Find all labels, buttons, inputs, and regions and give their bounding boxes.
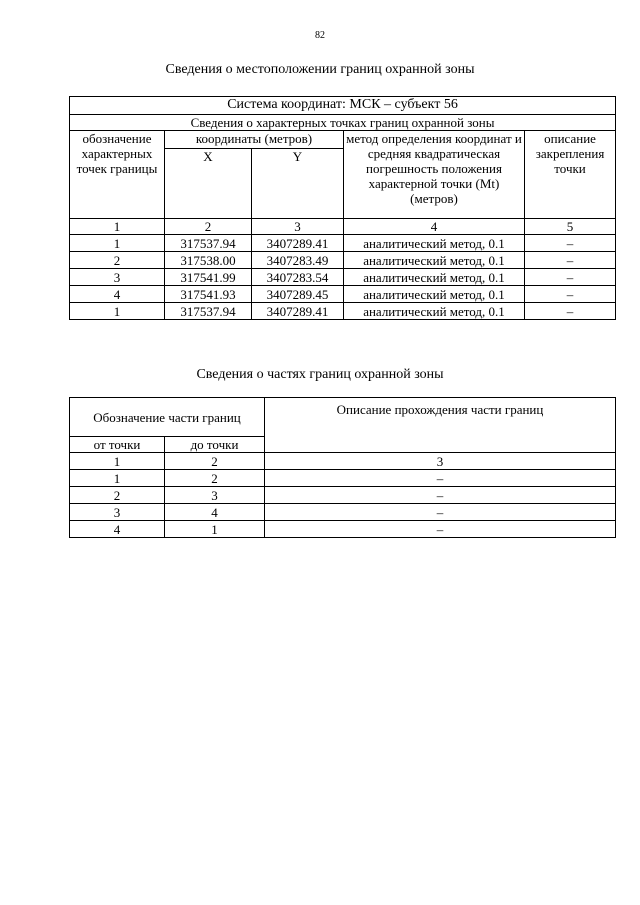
page-number: 82: [315, 30, 325, 41]
method: аналитический метод, 0.1: [344, 235, 525, 252]
point-id: 4: [70, 286, 165, 303]
part-description: –: [265, 470, 616, 487]
coordinates-table: [69, 96, 616, 320]
parts-heading: Сведения о частях границ охранной зоны: [196, 367, 444, 382]
point-desc: –: [525, 252, 616, 269]
col-part-header: Обозначение части границ: [70, 398, 265, 437]
col-description-header: Описание прохождения части границ: [265, 398, 616, 453]
column-number: 2: [165, 219, 252, 235]
from-point: 2: [70, 487, 165, 504]
column-number: 4: [344, 219, 525, 235]
col-method-header: метод определения координат и средняя квадратическая погрешность положения характерной точки (Mt) (метров): [344, 131, 525, 219]
coord-y: 3407289.41: [252, 303, 344, 320]
column-number: 5: [525, 219, 616, 235]
col-y-header: Y: [252, 149, 344, 219]
coord-x: 317541.99: [165, 269, 252, 286]
coord-x: 317538.00: [165, 252, 252, 269]
point-id: 1: [70, 235, 165, 252]
col-point-header: обозначение характерных точек границы: [70, 131, 165, 219]
coord-x: 317537.94: [165, 303, 252, 320]
column-number: 3: [265, 453, 616, 470]
coordinate-system-cell: Система координат: МСК – субъект 56: [70, 97, 616, 115]
col-to-header: до точки: [165, 437, 265, 453]
method: аналитический метод, 0.1: [344, 303, 525, 320]
point-desc: –: [525, 235, 616, 252]
table-row: [70, 269, 616, 286]
part-description: –: [265, 504, 616, 521]
point-id: 1: [70, 303, 165, 320]
table-row: [70, 235, 616, 252]
coord-x: 317537.94: [165, 235, 252, 252]
col-coords-header: координаты (метров): [165, 131, 344, 149]
table-row: [70, 470, 616, 487]
table-row: [70, 303, 616, 320]
from-point: 3: [70, 504, 165, 521]
characteristic-points-title: Сведения о характерных точках границ охранной зоны: [70, 115, 616, 131]
table-row: [70, 286, 616, 303]
coord-y: 3407289.41: [252, 235, 344, 252]
point-id: 2: [70, 252, 165, 269]
point-desc: –: [525, 303, 616, 320]
to-point: 4: [165, 504, 265, 521]
coord-y: 3407283.49: [252, 252, 344, 269]
column-number: 1: [70, 219, 165, 235]
method: аналитический метод, 0.1: [344, 269, 525, 286]
from-point: 4: [70, 521, 165, 538]
to-point: 3: [165, 487, 265, 504]
column-number: 3: [252, 219, 344, 235]
method: аналитический метод, 0.1: [344, 252, 525, 269]
column-number-row: [70, 219, 616, 235]
from-point: 1: [70, 470, 165, 487]
table-row: [70, 521, 616, 538]
point-desc: –: [525, 286, 616, 303]
point-id: 3: [70, 269, 165, 286]
part-description: –: [265, 521, 616, 538]
col-from-header: от точки: [70, 437, 165, 453]
table-row: [70, 504, 616, 521]
table-row: [70, 487, 616, 504]
point-desc: –: [525, 269, 616, 286]
coord-y: 3407283.54: [252, 269, 344, 286]
boundary-parts-table: [69, 397, 616, 538]
to-point: 2: [165, 470, 265, 487]
coord-y: 3407289.45: [252, 286, 344, 303]
column-number: 1: [70, 453, 165, 470]
column-number: 2: [165, 453, 265, 470]
location-heading: Сведения о местоположении границ охранной зоны: [165, 62, 475, 77]
part-description: –: [265, 487, 616, 504]
col-x-header: X: [165, 149, 252, 219]
col-desc-header: описание закрепления точки: [525, 131, 616, 219]
to-point: 1: [165, 521, 265, 538]
column-number-row: [70, 453, 616, 470]
method: аналитический метод, 0.1: [344, 286, 525, 303]
table-row: [70, 252, 616, 269]
coord-x: 317541.93: [165, 286, 252, 303]
